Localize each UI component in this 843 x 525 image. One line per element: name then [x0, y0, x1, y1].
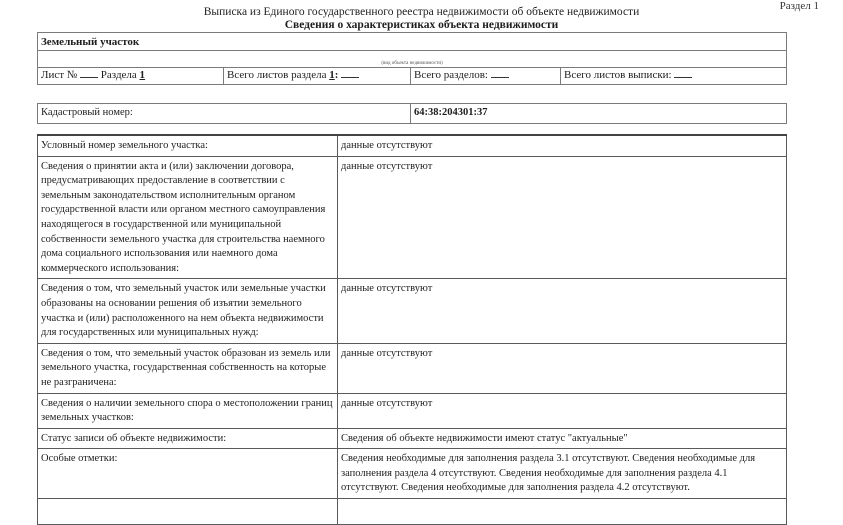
sheet-number-cell — [38, 68, 224, 85]
row-value: данные отсутствуют — [338, 343, 787, 393]
total-sheets-section-blank — [341, 68, 359, 78]
row-label: Статус записи об объекте недвижимости: — [38, 428, 338, 449]
row-value: данные отсутствуют — [338, 393, 787, 428]
object-type-row — [38, 33, 787, 51]
section-label: Раздел 1 — [779, 0, 819, 12]
row-value: данные отсутствуют — [338, 156, 787, 279]
row-label: Сведения о принятии акта и (или) заключении договора, предусматривающих предоставление в соответствии с земельным законодательством исполнительным органом государственной власти или органом местного самоуправления находящегося в государственной или муниципальной собственности земельного участка для строительства наемного дома социального использования или наемного дома коммерческого использования: — [38, 156, 338, 279]
sheet-number-label: Лист № — [41, 69, 78, 81]
row-value: Сведения необходимые для заполнения раздела 3.1 отсутствуют. Сведения необходимые для заполнения раздела 4 отсутствуют. Сведения необходимые для заполнения раздела 4.1 отсутствуют. Сведения необходимые для заполнения раздела 4.2 отсутствуют. — [338, 449, 787, 499]
object-header-table — [37, 32, 787, 124]
cadastral-row — [38, 104, 787, 124]
table-row — [38, 499, 787, 525]
section-of-value: 1 — [139, 69, 146, 81]
row-value: данные отсутствуют — [338, 279, 787, 343]
total-sheets-section-label: Всего листов раздела — [227, 69, 327, 81]
document-subtitle: Сведения о характеристиках объекта недвижимости — [284, 19, 559, 31]
document-title: Выписка из Единого государственного реестра недвижимости об объекте недвижимости — [203, 6, 640, 18]
total-sheets-extract-blank — [674, 68, 692, 78]
section-of-label: Раздела — [100, 69, 137, 81]
cadastral-value: 64:38:204301:37 — [411, 104, 787, 124]
row-label: Условный номер земельного участка: — [38, 135, 338, 156]
spacer-row — [38, 85, 787, 104]
row-value: Сведения об объекте недвижимости имеют статус "актуальные" — [338, 428, 787, 449]
total-sheets-extract-cell — [561, 68, 787, 85]
total-sections-cell — [411, 68, 561, 85]
cadastral-label: Кадастровый номер: — [38, 104, 411, 124]
total-sheets-section-value: 1 — [329, 69, 335, 81]
table-row — [38, 343, 787, 393]
table-row — [38, 428, 787, 449]
total-sheets-extract-label: Всего листов выписки: — [564, 69, 672, 81]
row-label: Сведения о том, что земельный участок или земельные участки образованы на основании решения об изъятии земельного участка и (или) расположенного на нем объекта недвижимости для государственных или муниципальных нужд: — [38, 279, 338, 343]
row-value — [338, 499, 787, 525]
table-row — [38, 393, 787, 428]
total-sections-label: Всего разделов: — [414, 69, 488, 81]
sheet-number-blank — [80, 68, 98, 78]
table-row — [38, 449, 787, 499]
row-label: Сведения о наличии земельного спора о местоположении границ земельных участков: — [38, 393, 338, 428]
row-label: Сведения о том, что земельный участок образован из земель или земельного участка, государственная собственность на которые не разграничена: — [38, 343, 338, 393]
row-label — [38, 499, 338, 525]
total-sections-blank — [491, 68, 509, 78]
row-label: Особые отметки: — [38, 449, 338, 499]
object-type-caption-row — [38, 51, 787, 68]
row-value: данные отсутствуют — [338, 135, 787, 156]
total-sheets-section-cell: Всего листов раздела 1: — [224, 68, 411, 85]
table-row — [38, 156, 787, 279]
table-row — [38, 279, 787, 343]
characteristics-table — [37, 134, 787, 525]
sheet-info-row — [38, 68, 787, 85]
object-type: Земельный участок — [38, 33, 787, 51]
table-row — [38, 135, 787, 156]
object-type-caption: (вид объекта недвижимости) — [38, 51, 787, 68]
